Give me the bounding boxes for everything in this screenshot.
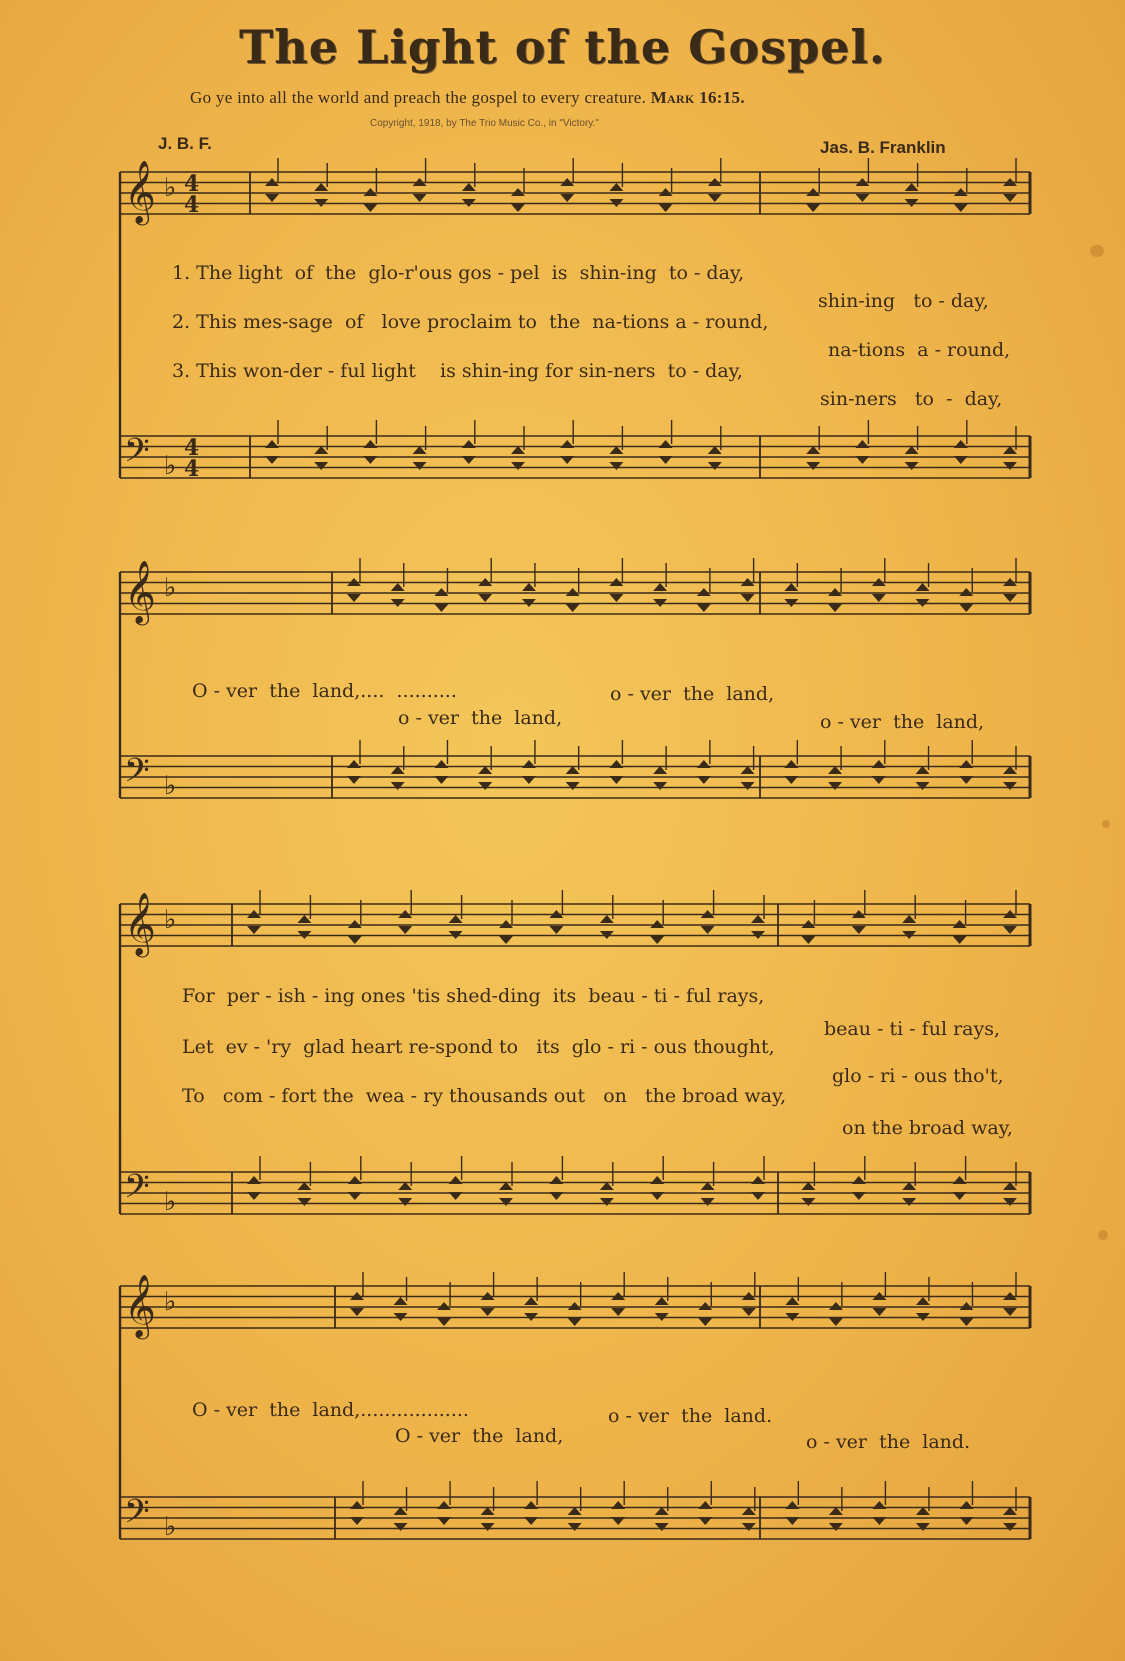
note-head [566, 588, 580, 596]
note-head [1003, 194, 1017, 202]
note-head [902, 1198, 916, 1206]
lyric-line: 2. This mes-sage of love proclaim to the na-tions a - round, [172, 311, 769, 333]
key-flat: ♭ [164, 771, 177, 801]
note-head [742, 1523, 756, 1531]
note-head [953, 1176, 967, 1184]
note-head [462, 183, 476, 191]
note-head [697, 604, 711, 612]
note-head [611, 1501, 625, 1509]
treble-clef: 𝄞 [124, 892, 156, 955]
note-head [1003, 1308, 1017, 1316]
note-head [785, 1501, 799, 1509]
lyric-line: o - ver the land, [398, 707, 563, 729]
note-head [314, 462, 328, 470]
note-head [600, 915, 614, 923]
note-head [348, 920, 362, 928]
lyric-line: sin-ners to - day, [820, 388, 1003, 410]
note-head [348, 1176, 362, 1184]
note-head [524, 1501, 538, 1509]
note-head [348, 1192, 362, 1200]
note-head [1003, 1523, 1017, 1531]
note-head [855, 456, 869, 464]
note-head [954, 440, 968, 448]
note-head [265, 194, 279, 202]
note-head [959, 1501, 973, 1509]
note-head [697, 588, 711, 596]
note-head [801, 1198, 815, 1206]
note-head [916, 1523, 930, 1531]
key-flat: ♭ [164, 1512, 177, 1542]
note-head [828, 588, 842, 596]
bass-clef: 𝄢 [124, 1493, 150, 1539]
note-head [806, 204, 820, 212]
note-head [785, 1297, 799, 1305]
note-head [953, 920, 967, 928]
note-head [959, 776, 973, 784]
note-head [449, 1192, 463, 1200]
note-head [350, 1308, 364, 1316]
note-head [872, 1501, 886, 1509]
note-head [829, 1318, 843, 1326]
note-head [609, 776, 623, 784]
note-head [751, 1192, 765, 1200]
key-flat: ♭ [164, 573, 177, 603]
lyric-line: na-tions a - round, [828, 339, 1011, 361]
note-head [549, 1192, 563, 1200]
note-head [872, 1308, 886, 1316]
note-head [462, 440, 476, 448]
lyric-line: 1. The light of the glo-r'ous gos - pel is shin-ing to - day, [172, 262, 745, 284]
note-head [413, 194, 427, 202]
note-head [481, 1308, 495, 1316]
note-head [511, 462, 525, 470]
note-head [954, 204, 968, 212]
note-head [959, 588, 973, 596]
note-head [650, 920, 664, 928]
note-head [394, 1523, 408, 1531]
note-head [959, 760, 973, 768]
note-head [801, 936, 815, 944]
key-flat: ♭ [164, 905, 177, 935]
note-head [742, 1308, 756, 1316]
bass-clef: 𝄢 [124, 1168, 150, 1214]
time-signature: 4 [184, 192, 200, 218]
paper-stain [1102, 820, 1110, 828]
lyric-line: O - ver the land,.................. [192, 1399, 469, 1421]
note-head [566, 604, 580, 612]
note-head [653, 782, 667, 790]
lyricist: J. B. F. [158, 134, 212, 153]
note-head [953, 1192, 967, 1200]
note-head [511, 188, 525, 196]
note-head [653, 583, 667, 591]
note-head [462, 456, 476, 464]
note-head [549, 926, 563, 934]
note-head [828, 604, 842, 612]
note-head [855, 194, 869, 202]
note-head [265, 440, 279, 448]
note-head [449, 1176, 463, 1184]
note-head [449, 915, 463, 923]
copyright-notice: Copyright, 1918, by The Trio Music Co., in "Victory." [370, 118, 599, 129]
epigraph-reference: Mark 16:15. [650, 88, 745, 107]
note-head [478, 782, 492, 790]
time-signature: 4 [184, 456, 200, 482]
note-head [852, 1176, 866, 1184]
note-head [828, 782, 842, 790]
treble-clef: 𝄞 [124, 560, 156, 623]
note-head [1003, 594, 1017, 602]
time-signature: 4 [184, 435, 200, 461]
treble-clef: 𝄞 [124, 1274, 156, 1337]
note-head [350, 1517, 364, 1525]
note-head [347, 776, 361, 784]
note-head [568, 1318, 582, 1326]
note-head [350, 1501, 364, 1509]
note-head [751, 915, 765, 923]
note-head [741, 594, 755, 602]
note-head [698, 1501, 712, 1509]
note-head [394, 1297, 408, 1305]
lyric-line: To com - fort the wea - ry thousands out on the broad way, [182, 1085, 787, 1107]
note-head [650, 936, 664, 944]
lyric-line: o - ver the land. [608, 1405, 773, 1427]
note-head [499, 1198, 513, 1206]
note-head [741, 782, 755, 790]
note-head [806, 462, 820, 470]
composer: Jas. B. Franklin [820, 138, 946, 157]
note-head [247, 926, 261, 934]
note-head [784, 776, 798, 784]
lyric-line: For per - ish - ing ones 'tis shed-ding its beau - ti - ful rays, [182, 985, 765, 1007]
lyric-line: beau - ti - ful rays, [824, 1018, 1001, 1040]
note-head [568, 1302, 582, 1310]
note-head [698, 1302, 712, 1310]
note-head [398, 926, 412, 934]
note-head [297, 915, 311, 923]
note-head [478, 594, 492, 602]
note-head [701, 1198, 715, 1206]
note-head [566, 782, 580, 790]
note-head [954, 456, 968, 464]
note-head [1003, 462, 1017, 470]
note-head [959, 1318, 973, 1326]
note-head [560, 194, 574, 202]
note-head [247, 1176, 261, 1184]
note-head [434, 588, 448, 596]
note-head [784, 583, 798, 591]
note-head [560, 456, 574, 464]
treble-clef: 𝄞 [124, 160, 156, 223]
note-head [314, 183, 328, 191]
note-head [698, 1318, 712, 1326]
lyric-line: on the broad way, [842, 1117, 1013, 1139]
note-head [954, 188, 968, 196]
note-head [916, 583, 930, 591]
lyric-line: o - ver the land, [820, 711, 985, 733]
note-head [697, 760, 711, 768]
note-head [959, 1517, 973, 1525]
lyric-line: glo - ri - ous tho't, [832, 1065, 1004, 1087]
note-head [708, 194, 722, 202]
lyric-line: Let ev - 'ry glad heart re-spond to its glo - ri - ous thought, [182, 1036, 775, 1058]
note-head [701, 926, 715, 934]
note-head [434, 604, 448, 612]
note-head [437, 1318, 451, 1326]
key-flat: ♭ [164, 173, 177, 203]
note-head [872, 1517, 886, 1525]
note-head [1003, 1198, 1017, 1206]
note-head [659, 456, 673, 464]
note-head [609, 760, 623, 768]
note-head [806, 188, 820, 196]
note-head [524, 1297, 538, 1305]
note-head [784, 760, 798, 768]
note-head [959, 604, 973, 612]
epigraph-text: Go ye into all the world and preach the gospel to every creature. [190, 88, 647, 107]
note-head [363, 456, 377, 464]
note-head [247, 1192, 261, 1200]
note-head [650, 1176, 664, 1184]
note-head [600, 1198, 614, 1206]
key-flat: ♭ [164, 1287, 177, 1317]
note-head [522, 760, 536, 768]
note-head [297, 1198, 311, 1206]
note-head [953, 936, 967, 944]
note-head [363, 440, 377, 448]
note-head [499, 936, 513, 944]
note-head [363, 188, 377, 196]
note-head [560, 440, 574, 448]
note-head [611, 1517, 625, 1525]
note-head [1003, 782, 1017, 790]
note-head [609, 594, 623, 602]
note-head [655, 1523, 669, 1531]
note-head [437, 1501, 451, 1509]
note-head [801, 920, 815, 928]
lyric-line: 3. This won-der - ful light is shin-ing for sin-ners to - day, [172, 360, 743, 382]
bass-clef: 𝄢 [124, 432, 150, 478]
song-title: The Light of the Gospel. [239, 20, 886, 74]
note-head [398, 1198, 412, 1206]
lyric-line: O - ver the land, [395, 1425, 564, 1447]
note-head [872, 594, 886, 602]
note-head [511, 204, 525, 212]
note-head [905, 462, 919, 470]
note-head [650, 1192, 664, 1200]
note-head [829, 1302, 843, 1310]
note-head [902, 915, 916, 923]
note-head [855, 440, 869, 448]
note-head [265, 456, 279, 464]
note-head [852, 926, 866, 934]
note-head [659, 440, 673, 448]
paper-stain [1098, 1230, 1108, 1240]
note-head [524, 1517, 538, 1525]
note-head [391, 583, 405, 591]
paper-stain [1090, 245, 1104, 257]
note-head [611, 1308, 625, 1316]
note-head [609, 183, 623, 191]
note-head [481, 1523, 495, 1531]
lyric-line: o - ver the land, [610, 683, 775, 705]
note-head [522, 776, 536, 784]
note-head [363, 204, 377, 212]
note-head [829, 1523, 843, 1531]
lyric-line: o - ver the land. [806, 1431, 971, 1453]
note-head [499, 920, 513, 928]
note-head [413, 462, 427, 470]
note-head [549, 1176, 563, 1184]
note-head [698, 1517, 712, 1525]
key-flat: ♭ [164, 451, 177, 481]
time-signature: 4 [184, 171, 200, 197]
bass-clef: 𝄢 [124, 752, 150, 798]
note-head [708, 462, 722, 470]
note-head [659, 188, 673, 196]
note-head [959, 1302, 973, 1310]
note-head [916, 1297, 930, 1305]
note-head [872, 760, 886, 768]
lyric-line: shin-ing to - day, [818, 290, 989, 312]
note-head [437, 1517, 451, 1525]
note-head [785, 1517, 799, 1525]
note-head [437, 1302, 451, 1310]
note-head [905, 183, 919, 191]
note-head [697, 776, 711, 784]
note-head [391, 782, 405, 790]
key-flat: ♭ [164, 1187, 177, 1217]
note-head [568, 1523, 582, 1531]
note-head [916, 782, 930, 790]
note-head [522, 583, 536, 591]
note-head [348, 936, 362, 944]
note-head [1003, 926, 1017, 934]
note-head [434, 776, 448, 784]
note-head [659, 204, 673, 212]
lyric-line: O - ver the land,.... .......... [192, 680, 457, 702]
note-head [852, 1192, 866, 1200]
note-head [751, 1176, 765, 1184]
note-head [609, 462, 623, 470]
note-head [655, 1297, 669, 1305]
note-head [347, 594, 361, 602]
note-head [434, 760, 448, 768]
note-head [872, 776, 886, 784]
note-head [347, 760, 361, 768]
